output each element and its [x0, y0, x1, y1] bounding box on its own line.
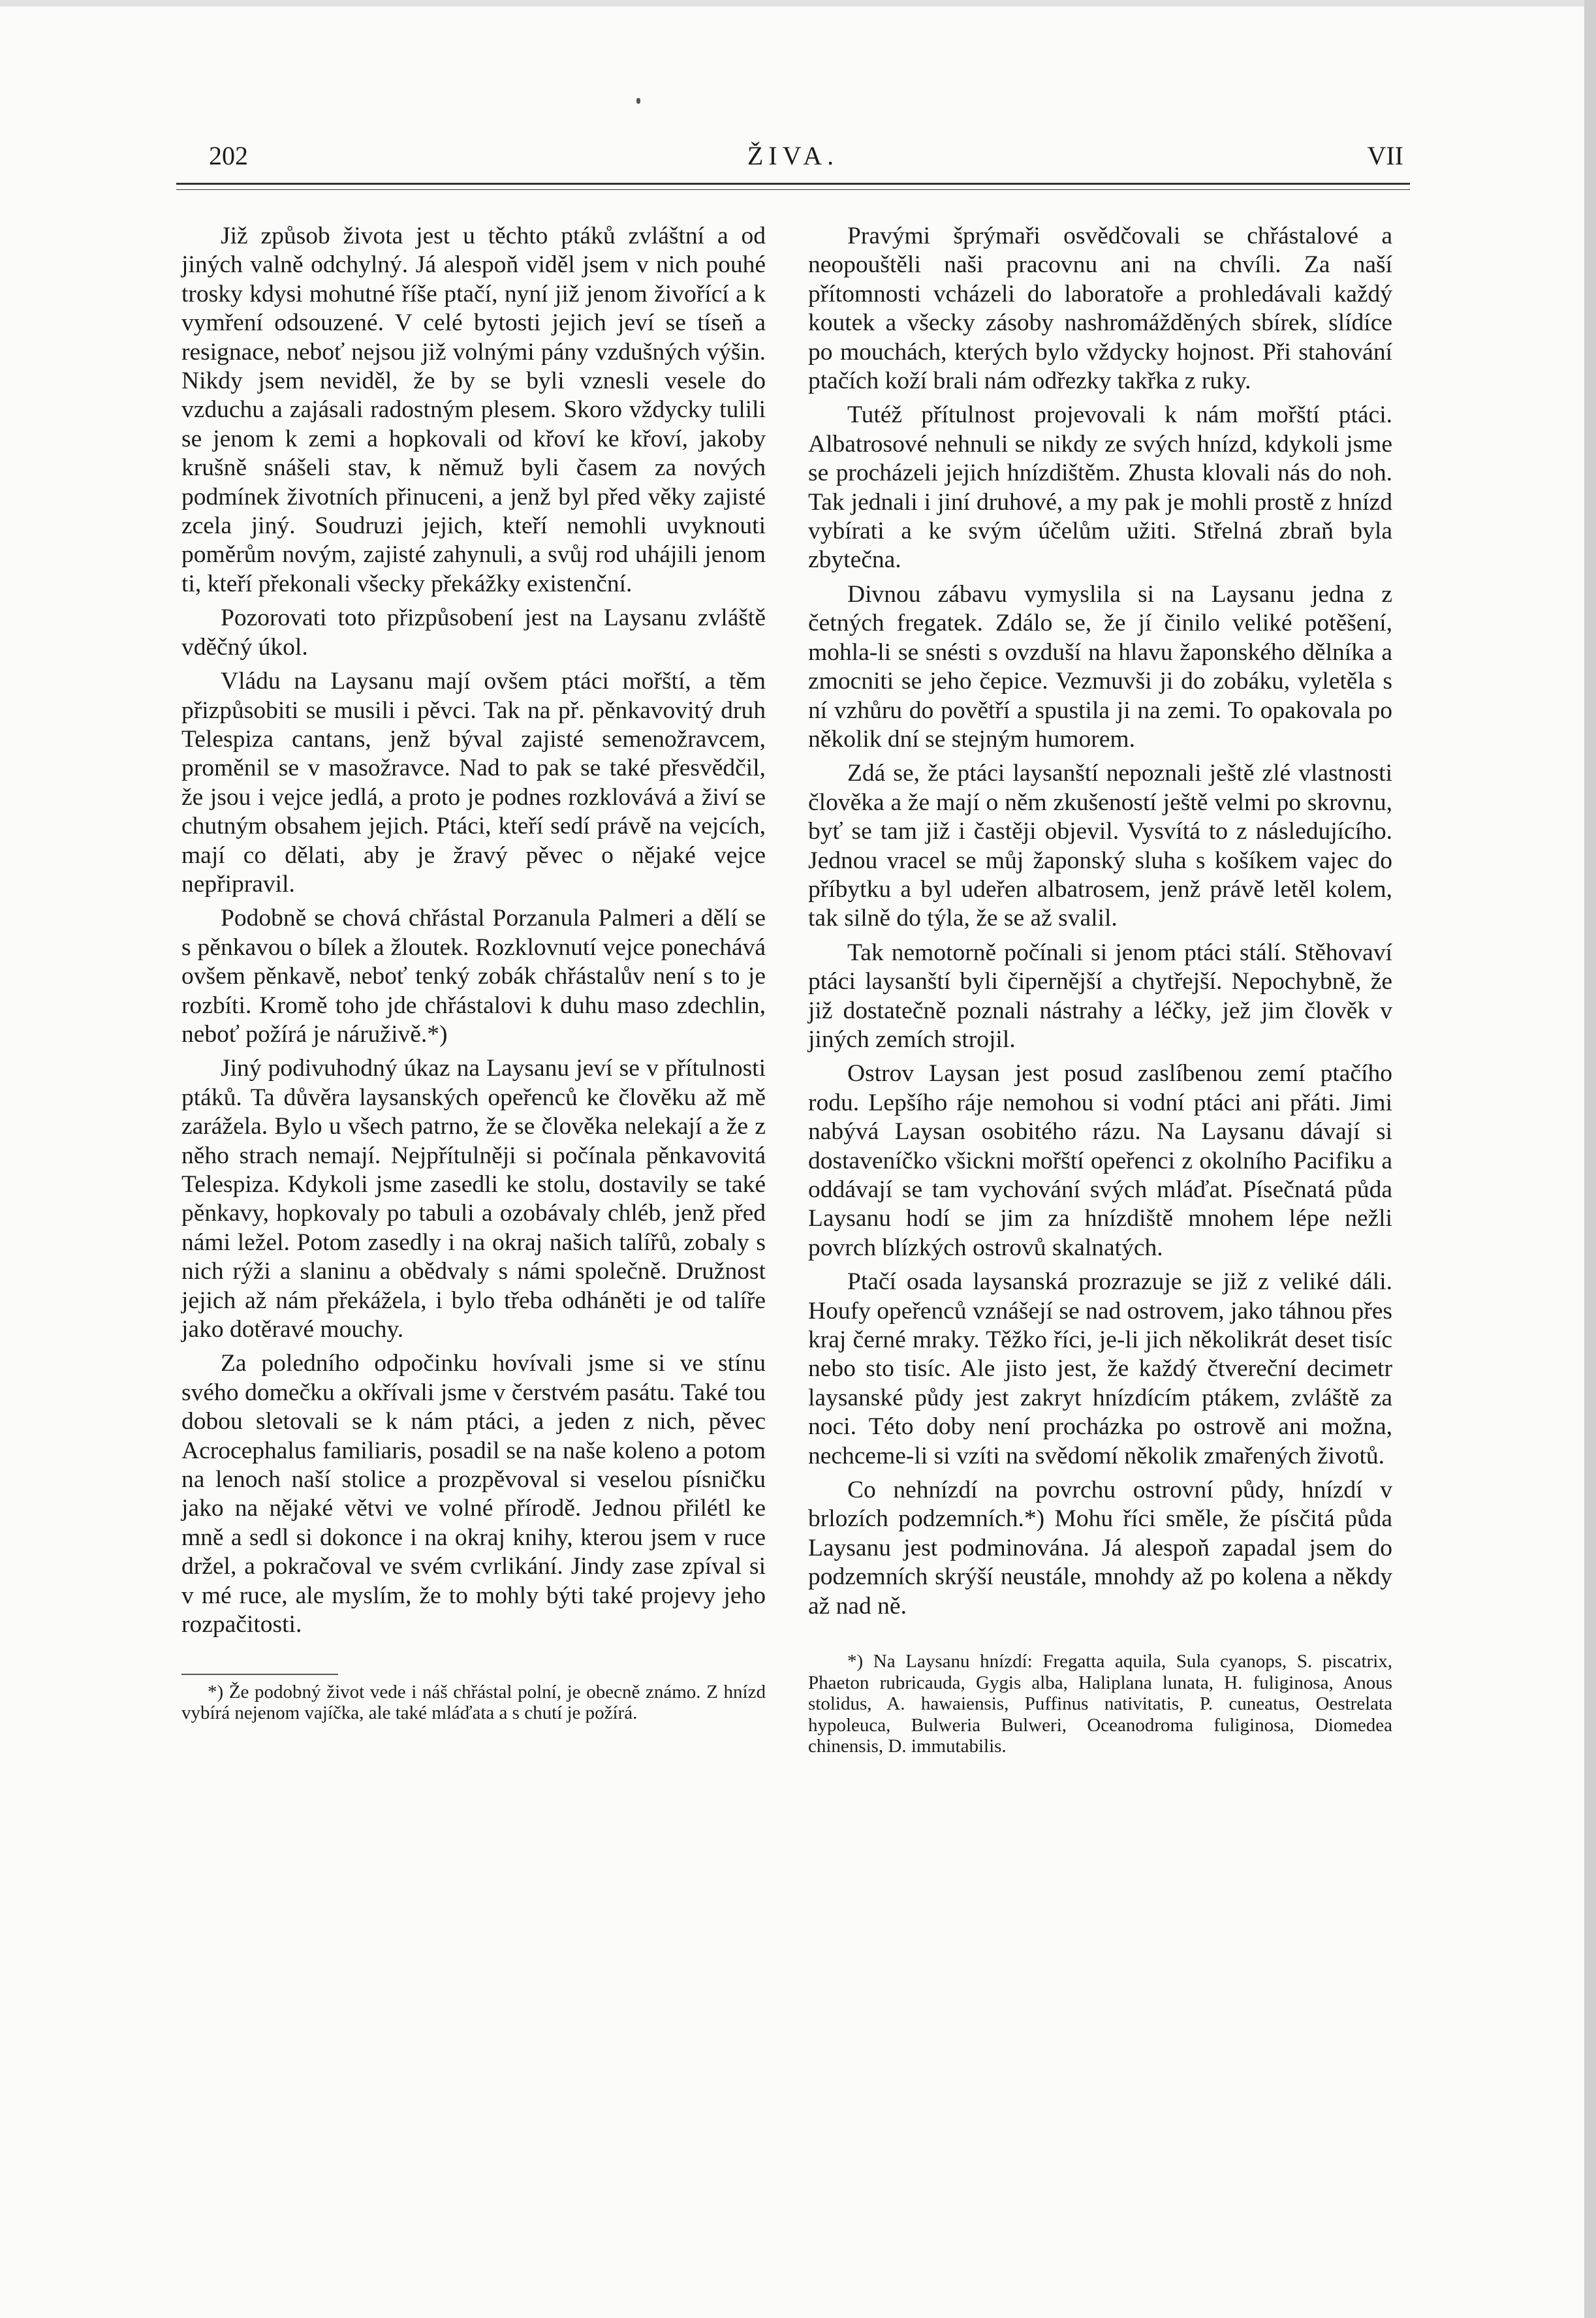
journal-title: ŽIVA. — [747, 141, 839, 170]
paragraph: Ostrov Laysan jest posud zaslíbenou zemí ptačího rodu. Lepšího ráje nemohou si vodní ptáci ani přáti. Jimi nabývá Laysan osobitého rázu. Na Laysanu dávají si dostaveníčko všicknі mořští opeřenci z okolního Pacifiku a oddávají se tam vychování svých mláďat. Písečnatá půda Laysanu hodí se jim za hnízdiště mnohem lépe nežli povrch blízkých ostrovů skalnatých. — [808, 1060, 1392, 1261]
header-rule-thick — [176, 183, 1410, 185]
paragraph: Pozorovati toto přizpůsobení jest na Laysanu zvláště vděčný úkol. — [181, 604, 766, 661]
paragraph: Podobně se chová chřástal Porzanula Palmeri a dělí se s pěnkavou o bílek a žloutek. Rozklovnutí vejce ponechává ovšem pěnkavě, neboť tenký zobák chřástalův není s to je rozbíti. Kromě toho jde chřástalovi k duhu maso zdechlin, neboť požírá je náruživě.*) — [181, 905, 766, 1048]
page-header — [183, 140, 1403, 180]
scan-top-edge — [0, 0, 1596, 7]
paragraph: Vládu na Laysanu mají ovšem ptáci mořští, a těm přizpůsobiti se musili i pěvci. Tak na př. pěnkavovitý druh Telespiza cantans, jenž býval zajisté semenožravcem, proměnil se v masožravce. Nad to pak se také přesvědčil, že jsou i vejce jedlá, a proto je podnes rozklovává a živí se chutným obsahem jejich. Ptáci, kteří sedí právě na vejcích, mají co dělati, aby je žravý pěvec o nějaké vejce nepřipravil. — [181, 668, 766, 898]
scan-speck — [636, 98, 640, 104]
footnote: *) Že podobný život vede i náš chřástal polní, je obecně známo. Z hnízd vybírá nejenom vajíčka, ale také mláďata a s chutí je požírá. — [181, 1681, 766, 1724]
paragraph: Tutéž přítulnost projevovali k nám mořští ptáci. Albatrosové nehnuli se nikdy ze svých hnízd, kdykoli jsme se procházeli jejich hnízdištěm. Zhusta klovali nás do noh. Tak jednali i jiní druhové, a my pak je mohli prostě z hnízd vybírati a ke svým účelům užiti. Střelná zbraň byla zbytečna. — [808, 401, 1392, 574]
header-rule-thin — [176, 189, 1410, 190]
paragraph: Zdá se, že ptáci laysanští nepoznali ještě zlé vlastnosti člověka a že mají o něm zkušeností ještě velmi po skrovnu, byť se tam již i častěji objevil. Vysvítá to z následujícího. Jednou vracel se můj žaponský sluha s košíkem vajec do příbytku a byl udeřen albatrosem, jenž právě letěl kolem, tak silně do týla, že se až svalil. — [808, 760, 1392, 932]
paragraph: Co nehnízdí na povrchu ostrovní půdy, hnízdí v brlozích podzemních.*) Mohu říci směle, že písčitá půda Laysanu jest podminována. Já alespoň zapadal jsem do podzemních skrýší neustále, mnohdy až po kolena a někdy až nad ně. — [808, 1477, 1392, 1620]
paragraph: Ptačí osada laysanská prozrazuje se již z veliké dáli. Houfy opeřenců vznášejí se nad ostrovem, jako táhnou přes kraj černé mraky. Těžko říci, je-li jich několikrát deset tisíc nebo sto tisíc. Ale jisto jest, že každý čtvereční decimetr laysanské půdy jest zakryt hnízdícím ptákem, zvláště za noci. Této doby není procházka po ostrově ani možna, nechceme-li si vzíti na svědomí několik zmařených životů. — [808, 1268, 1392, 1469]
paragraph: Již způsob života jest u těchto ptáků zvláštní a od jiných valně odchylný. Já alespoň viděl jsem v nich pouhé trosky kdysi mohutné říše ptačí, nyní již jenom živořící a k vymření odsouzené. V celé bytosti jejich jeví se tíseň a resignace, neboť nejsou již volnými pány vzdušných výšin. Nikdy jsem neviděl, že by se byli vznesli vesele do vzduchu a zajásali radostným plesem. Skoro vždycky tulili se jenom k zemi a hopkovali od křoví ke křoví, jakoby krušně snášeli stav, k němuž byli časem za nových podmínek životních přinuceni, a jenž byl před věky zajisté zcela jiný. Soudruzi jejich, kteří nemohli uvyknouti poměrům novým, zajisté zahynuli, a svůj rod uhájili jenom ti, kteří překonali všecky překážky existenční. — [181, 223, 766, 597]
footnote-rule — [181, 1674, 338, 1675]
paragraph: Za poledního odpočinku hovívali jsme si ve stínu svého domečku a okřívali jsme v čerstvém pasátu. Také tou dobou sletovali se k nám ptáci, a jeden z nich, pěvec Acrocephalus familiaris, posadil se na naše koleno a potom na lenoch naší stolice a prozpěvoval si veselou písničku jako na nějaké větvi ve volné přírodě. Jednou přilétl ke mně a sedl si dokonce i na okraj knihy, kterou jsem v ruce držel, a pokračoval ve svém cvrlikání. Jindy zase zpíval si v mé ruce, ale myslím, že to mohly býti také projevy jeho rozpačitosti. — [181, 1350, 766, 1638]
page-number: 202 — [209, 141, 248, 170]
footnote: *) Na Laysanu hnízdí: Fregatta aquila, Sula cyanops, S. piscatrix, Phaeton rubricauda, Gygis alba, Haliplana lunata, H. fuliginosa, Anous stolidus, A. hawaiensis, Puffinus nativitatis, P. cuneatus, Oestrelata hypoleuca, Bulweria Bulweri, Oceanodroma fuliginosa, Diomedea chinensis, D. immutabilis. — [808, 1651, 1392, 1757]
left-column — [181, 222, 766, 1724]
right-column — [808, 222, 1392, 1757]
volume-number: VII — [1367, 141, 1403, 170]
paragraph: Jiný podivuhodný úkaz na Laysanu jeví se v přítulnosti ptáků. Ta důvěra laysanských opeřenců ke člověku až mě zarážela. Bylo u všech patrno, že se člověka nelekají a že z něho strach nemají. Nejpřítulněji si počínala pěnkavovitá Telespiza. Kdykoli jsme zasedli ke stolu, dostavily se také pěnkavy, hopkovaly po tabuli a ozobávaly chléb, jenž před námi ležel. Potom zasedly i na okraj našich talířů, zobaly s nich rýži a slaninu a obědvaly s námi společně. Družnost jejich až nám překážela, i bylo třeba odháněti je od talíře jako dotěravé mouchy. — [181, 1055, 766, 1343]
paragraph: Pravými šprýmaři osvědčovali se chřástalové a neopouštěli naši pracovnu ani na chvíli. Za naší přítomnosti vcházeli do laboratoře a prohledávali každý koutek a všecky zásoby nashromážděných sbírek, slídíce po mouchách, kterých bylo vždycky hojnost. Při stahování ptačích koží brali nám odřezky takřka z ruky. — [808, 223, 1392, 395]
paragraph: Tak nemotorně počínali si jenom ptáci stálí. Stěhovaví ptáci laysanští byli čipernější a chytřejší. Nepochybně, že již dostatečně poznali nástrahy a léčky, jež jim člověk v jiných zemích strojil. — [808, 939, 1392, 1053]
paragraph: Divnou zábavu vymyslila si na Laysanu jedna z četných fregatek. Zdálo se, že jí činilo veliké potěšení, mohla-li se snésti s ovzduší na hlavu žaponského dělníka a zmocniti se jeho čepice. Vezmuvši ji do zobáku, vyletěla s ní vzhůru do povětří a spustila ji na zemi. To opakovala po několik dní se stejným humorem. — [808, 580, 1392, 753]
scan-right-edge — [1584, 0, 1596, 2318]
